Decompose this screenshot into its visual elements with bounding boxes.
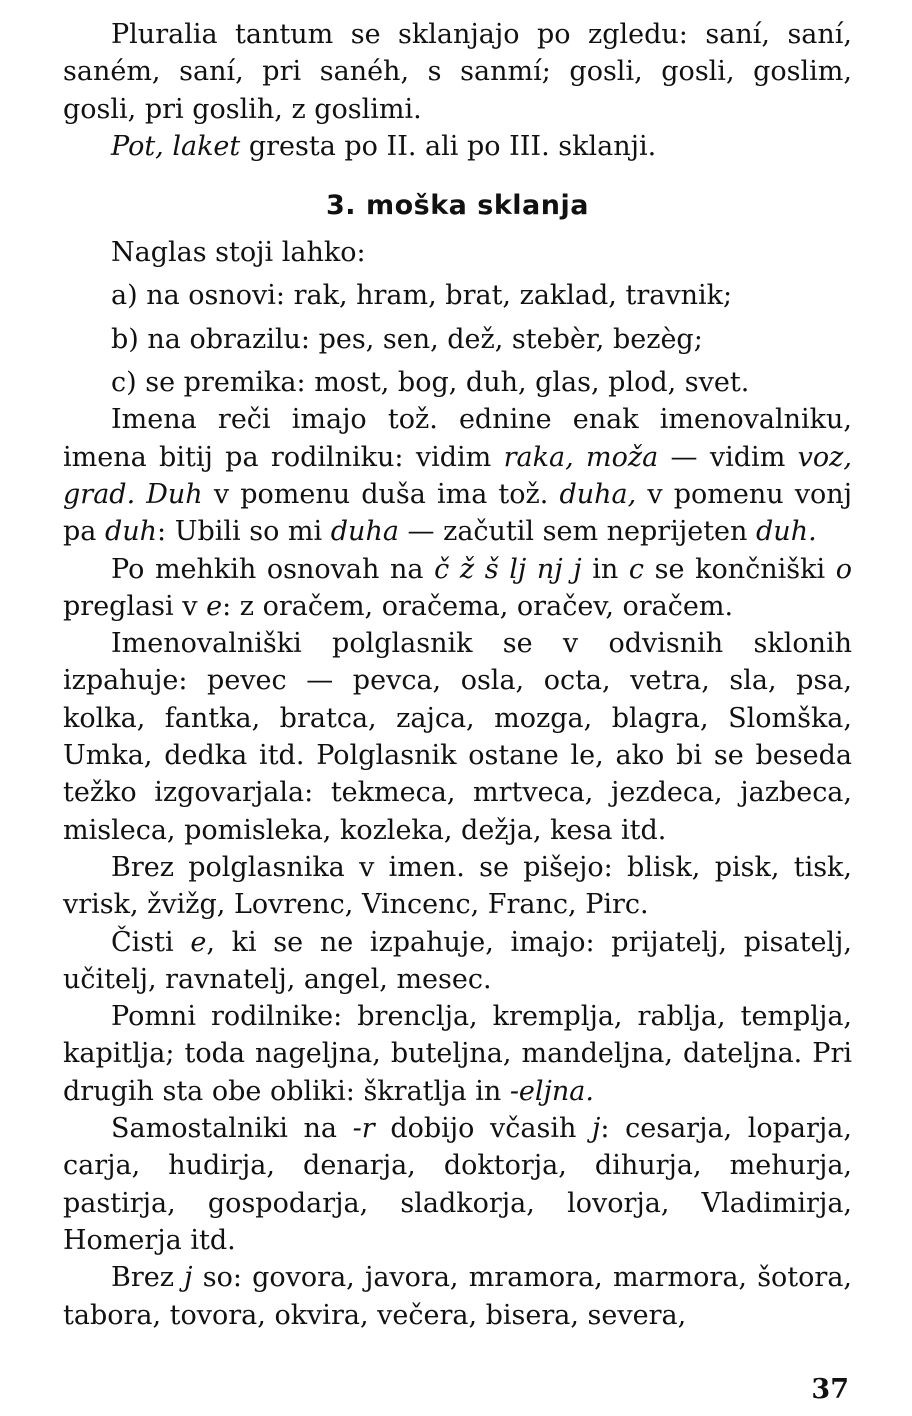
- italic-term: j: [592, 1113, 601, 1145]
- list-item-a: a) na osnovi: rak, hram, brat, zaklad, travnik;: [111, 280, 733, 312]
- list-item-c: c) se premika: most, bog, duh, glas, plod, svet.: [111, 367, 750, 399]
- paragraph-text: Pluralia tantum se sklanjajo po zgledu: saní, saní, saném, saní, pri sanéh, s sanmí; gosli, gosli, goslim, gosli, pri goslih, z goslimi.: [63, 19, 852, 125]
- paragraph-text: se končniški: [644, 553, 836, 585]
- italic-term: duha: [330, 516, 399, 548]
- paragraph-text: Imenovalniški polglasnik se v odvisnih sklonih izpahuje: pevec — pevca, osla, octa, vetra, sla, psa, kolka, fantka, bratca, zajca, mozga, blagra, Slomška, Umka, dedka itd. Polglasnik ostane le, ako bi se beseda težko izgovarjala: tekmeca, mrtveca, jezdeca, jazbeca, misleca, pomisleka, kozleka, dežja, kesa itd.: [63, 628, 852, 846]
- italic-term: c: [628, 553, 645, 585]
- paragraph-text: so: govora, javora, mramora, marmora, šotora, tabora, tovora, okvira, večera, bisera, severa,: [63, 1262, 852, 1331]
- italic-term: o: [835, 553, 852, 585]
- paragraph-text: dobijo včasih: [374, 1113, 593, 1145]
- page-body: [63, 16, 852, 1334]
- paragraph-text: : Ubili so mi: [157, 516, 331, 548]
- paragraph-text: — vidim: [658, 441, 798, 473]
- paragraph-pot-laket: [63, 128, 852, 165]
- paragraph-samostalniki-na-r: [63, 1110, 852, 1259]
- section-heading: 3. moška sklanja: [326, 190, 589, 222]
- italic-term: Pot, laket: [111, 130, 241, 162]
- paragraph-text: v pomenu duša ima tož.: [202, 478, 560, 510]
- paragraph-text: : z oračem, oračema, oračev, oračem.: [222, 590, 734, 622]
- italic-term: duh: [104, 516, 158, 548]
- italic-term: e: [190, 926, 207, 958]
- paragraph-text: Samostalniki na: [111, 1113, 353, 1145]
- paragraph-text: preglasi v: [63, 590, 207, 622]
- paragraph-cisti-e: [63, 924, 852, 999]
- paragraph-imena-reci: [63, 401, 852, 550]
- paragraph-text: Naglas stoji lahko:: [111, 237, 366, 269]
- italic-term: e: [206, 590, 223, 622]
- paragraph-text: Imena reči imajo tož. ednine enak imenovalniku, imena bitij pa rodilniku: vidim: [63, 404, 852, 473]
- paragraph-text: Pomni rodilnike: brenclja, kremplja, rablja, templja, kapitlja; toda nageljna, buteljna, mandeljna, dateljna. Pri drugih sta obe obliki: škratlja in: [63, 1001, 852, 1107]
- paragraph-brez-j: [63, 1259, 852, 1334]
- italic-term: j: [184, 1262, 193, 1294]
- paragraph-text: v pomenu vonj pa: [63, 478, 852, 548]
- italic-term: -r: [352, 1113, 375, 1145]
- paragraph-pluralia-tantum: [63, 16, 852, 128]
- list-item-b: b) na obrazilu: pes, sen, dež, stebèr, bezèg;: [111, 323, 703, 355]
- paragraph-naglas: [63, 234, 852, 271]
- italic-term: raka, moža: [503, 441, 659, 473]
- paragraph-text: : cesarja, loparja, carja, hudirja, denarja, doktorja, dihurja, mehurja, pastirja, gospodarja, sladkorja, lovorja, Vladimirja, Homerja itd.: [63, 1113, 852, 1256]
- paragraph-pomni-rodilnike: [63, 998, 852, 1110]
- paragraph-mehke-osnove: [63, 551, 852, 626]
- paragraph-brez-polglasnika: [63, 849, 852, 924]
- paragraph-text: Brez: [111, 1262, 185, 1294]
- paragraph-text: Brez polglasnika v imen. se pišejo: blisk, pisk, tisk, vrisk, žvižg, Lovrenc, Vincenc, Franc, Pirc.: [63, 851, 852, 921]
- italic-term: č ž š lj nj j: [434, 553, 582, 585]
- paragraph-text: in: [581, 553, 629, 585]
- italic-term: duh.: [756, 516, 817, 548]
- italic-term: voz, grad. Duh: [63, 441, 852, 510]
- paragraph-polglasnik: [63, 625, 852, 849]
- paragraph-text: — začutil sem neprijeten: [398, 516, 757, 548]
- italic-term: -eljna.: [509, 1075, 594, 1107]
- paragraph-text: Čisti: [111, 926, 191, 958]
- italic-term: duha,: [559, 478, 637, 510]
- paragraph-text: Po mehkih osnovah na: [111, 553, 435, 585]
- paragraph-text: , ki se ne izpahuje, imajo: prijatelj, pisatelj, učitelj, ravnatelj, angel, mesec.: [63, 926, 853, 995]
- paragraph-text: gresta po II. ali po III. sklanji.: [240, 130, 657, 162]
- page-number: 37: [811, 1374, 849, 1405]
